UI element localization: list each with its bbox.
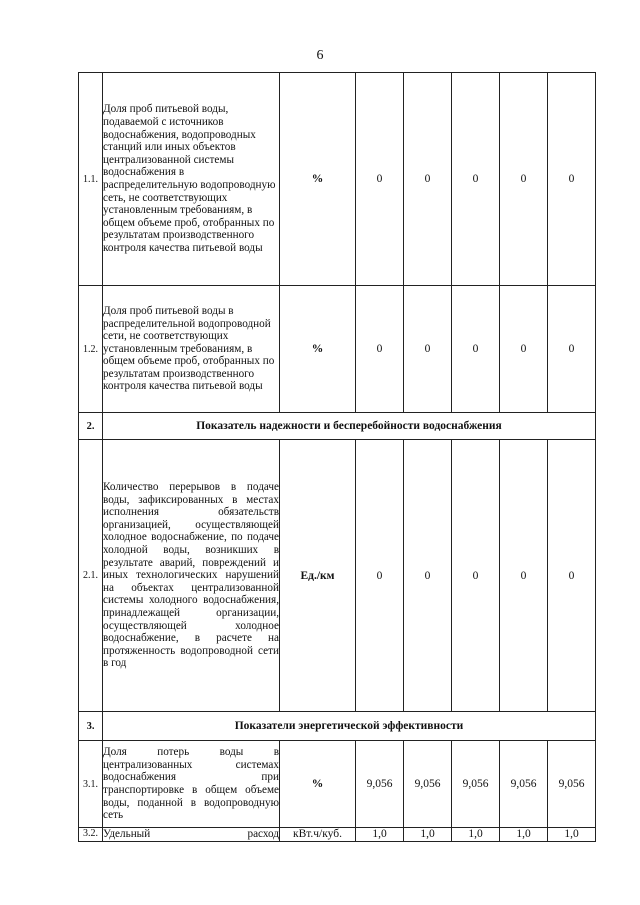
value-cell: 0 [356,73,404,286]
table-row [79,73,596,286]
value-cell: 9,056 [500,741,548,828]
value-cell: 0 [548,440,596,712]
value-cell: 9,056 [548,741,596,828]
section-row [79,413,596,440]
row-number: 3.2. [79,828,103,842]
value-cell: 0 [356,440,404,712]
indicators-table [78,72,596,842]
value-cell: 1,0 [548,828,596,842]
value-cell: 1,0 [500,828,548,842]
unit-cell: % [280,741,356,828]
row-number: 1.1. [79,73,103,286]
value-cell: 0 [452,73,500,286]
value-cell: 0 [500,286,548,413]
value-cell: 0 [404,73,452,286]
indicator-description: Удельный расход [103,828,279,840]
value-cell: 0 [404,440,452,712]
table-row [79,440,596,712]
value-cell: 1,0 [452,828,500,842]
table-row [79,828,596,842]
value-cell: 0 [500,73,548,286]
table-row [79,286,596,413]
section-title: Показатель надежности и бесперебойности водоснабжения [103,413,596,440]
value-cell: 9,056 [356,741,404,828]
table-row [79,741,596,828]
indicator-description: Доля проб питьевой воды в распределительной водопроводной сети, не соответствующих установленным требованиям, в общем объеме проб, отобранных по результатам производственного контроля качества питьевой воды [103,286,280,413]
section-row [79,712,596,741]
value-cell: 0 [452,440,500,712]
value-cell: 0 [356,286,404,413]
section-number: 2. [79,413,103,440]
value-cell: 0 [548,73,596,286]
indicator-description: Доля проб питьевой воды, подаваемой с источников водоснабжения, водопроводных станций или иных объектов централизованной системы водоснабжения в распределительную водопроводную сеть, не соответствующих установленным требованиям, в общем объеме проб, отобранных по результатам производственного контроля качества питьевой воды [103,73,280,286]
row-number: 2.1. [79,440,103,712]
unit-cell: % [280,73,356,286]
section-number: 3. [79,712,103,741]
value-cell: 0 [548,286,596,413]
indicator-description: Доля потерь воды в централизованных системах водоснабжения при транспортировке в общем объеме воды, поданной в водопроводную сеть [103,741,280,828]
row-number: 1.2. [79,286,103,413]
value-cell: 9,056 [404,741,452,828]
unit-cell: % [280,286,356,413]
value-cell: 1,0 [404,828,452,842]
row-number: 3.1. [79,741,103,828]
value-cell: 9,056 [452,741,500,828]
page-number: 6 [316,48,324,63]
value-cell: 1,0 [356,828,404,842]
section-title: Показатели энергетической эффективности [103,712,596,741]
value-cell: 0 [500,440,548,712]
unit-cell: кВт.ч/куб. [280,828,356,842]
value-cell: 0 [452,286,500,413]
value-cell: 0 [404,286,452,413]
indicator-description: Количество перерывов в подаче воды, зафиксированных в местах исполнения обязательств организацией, осуществляющей холодное водоснабжение, по подаче холодной воды, возникших в результате аварий, повреждений и иных технологических нарушений на объектах централизованной системы холодного водоснабжения, принадлежащей организации, осуществляющей холодное водоснабжение, в расчете на протяженность водопроводной сети в год [103,440,280,712]
unit-cell: Ед./км [280,440,356,712]
